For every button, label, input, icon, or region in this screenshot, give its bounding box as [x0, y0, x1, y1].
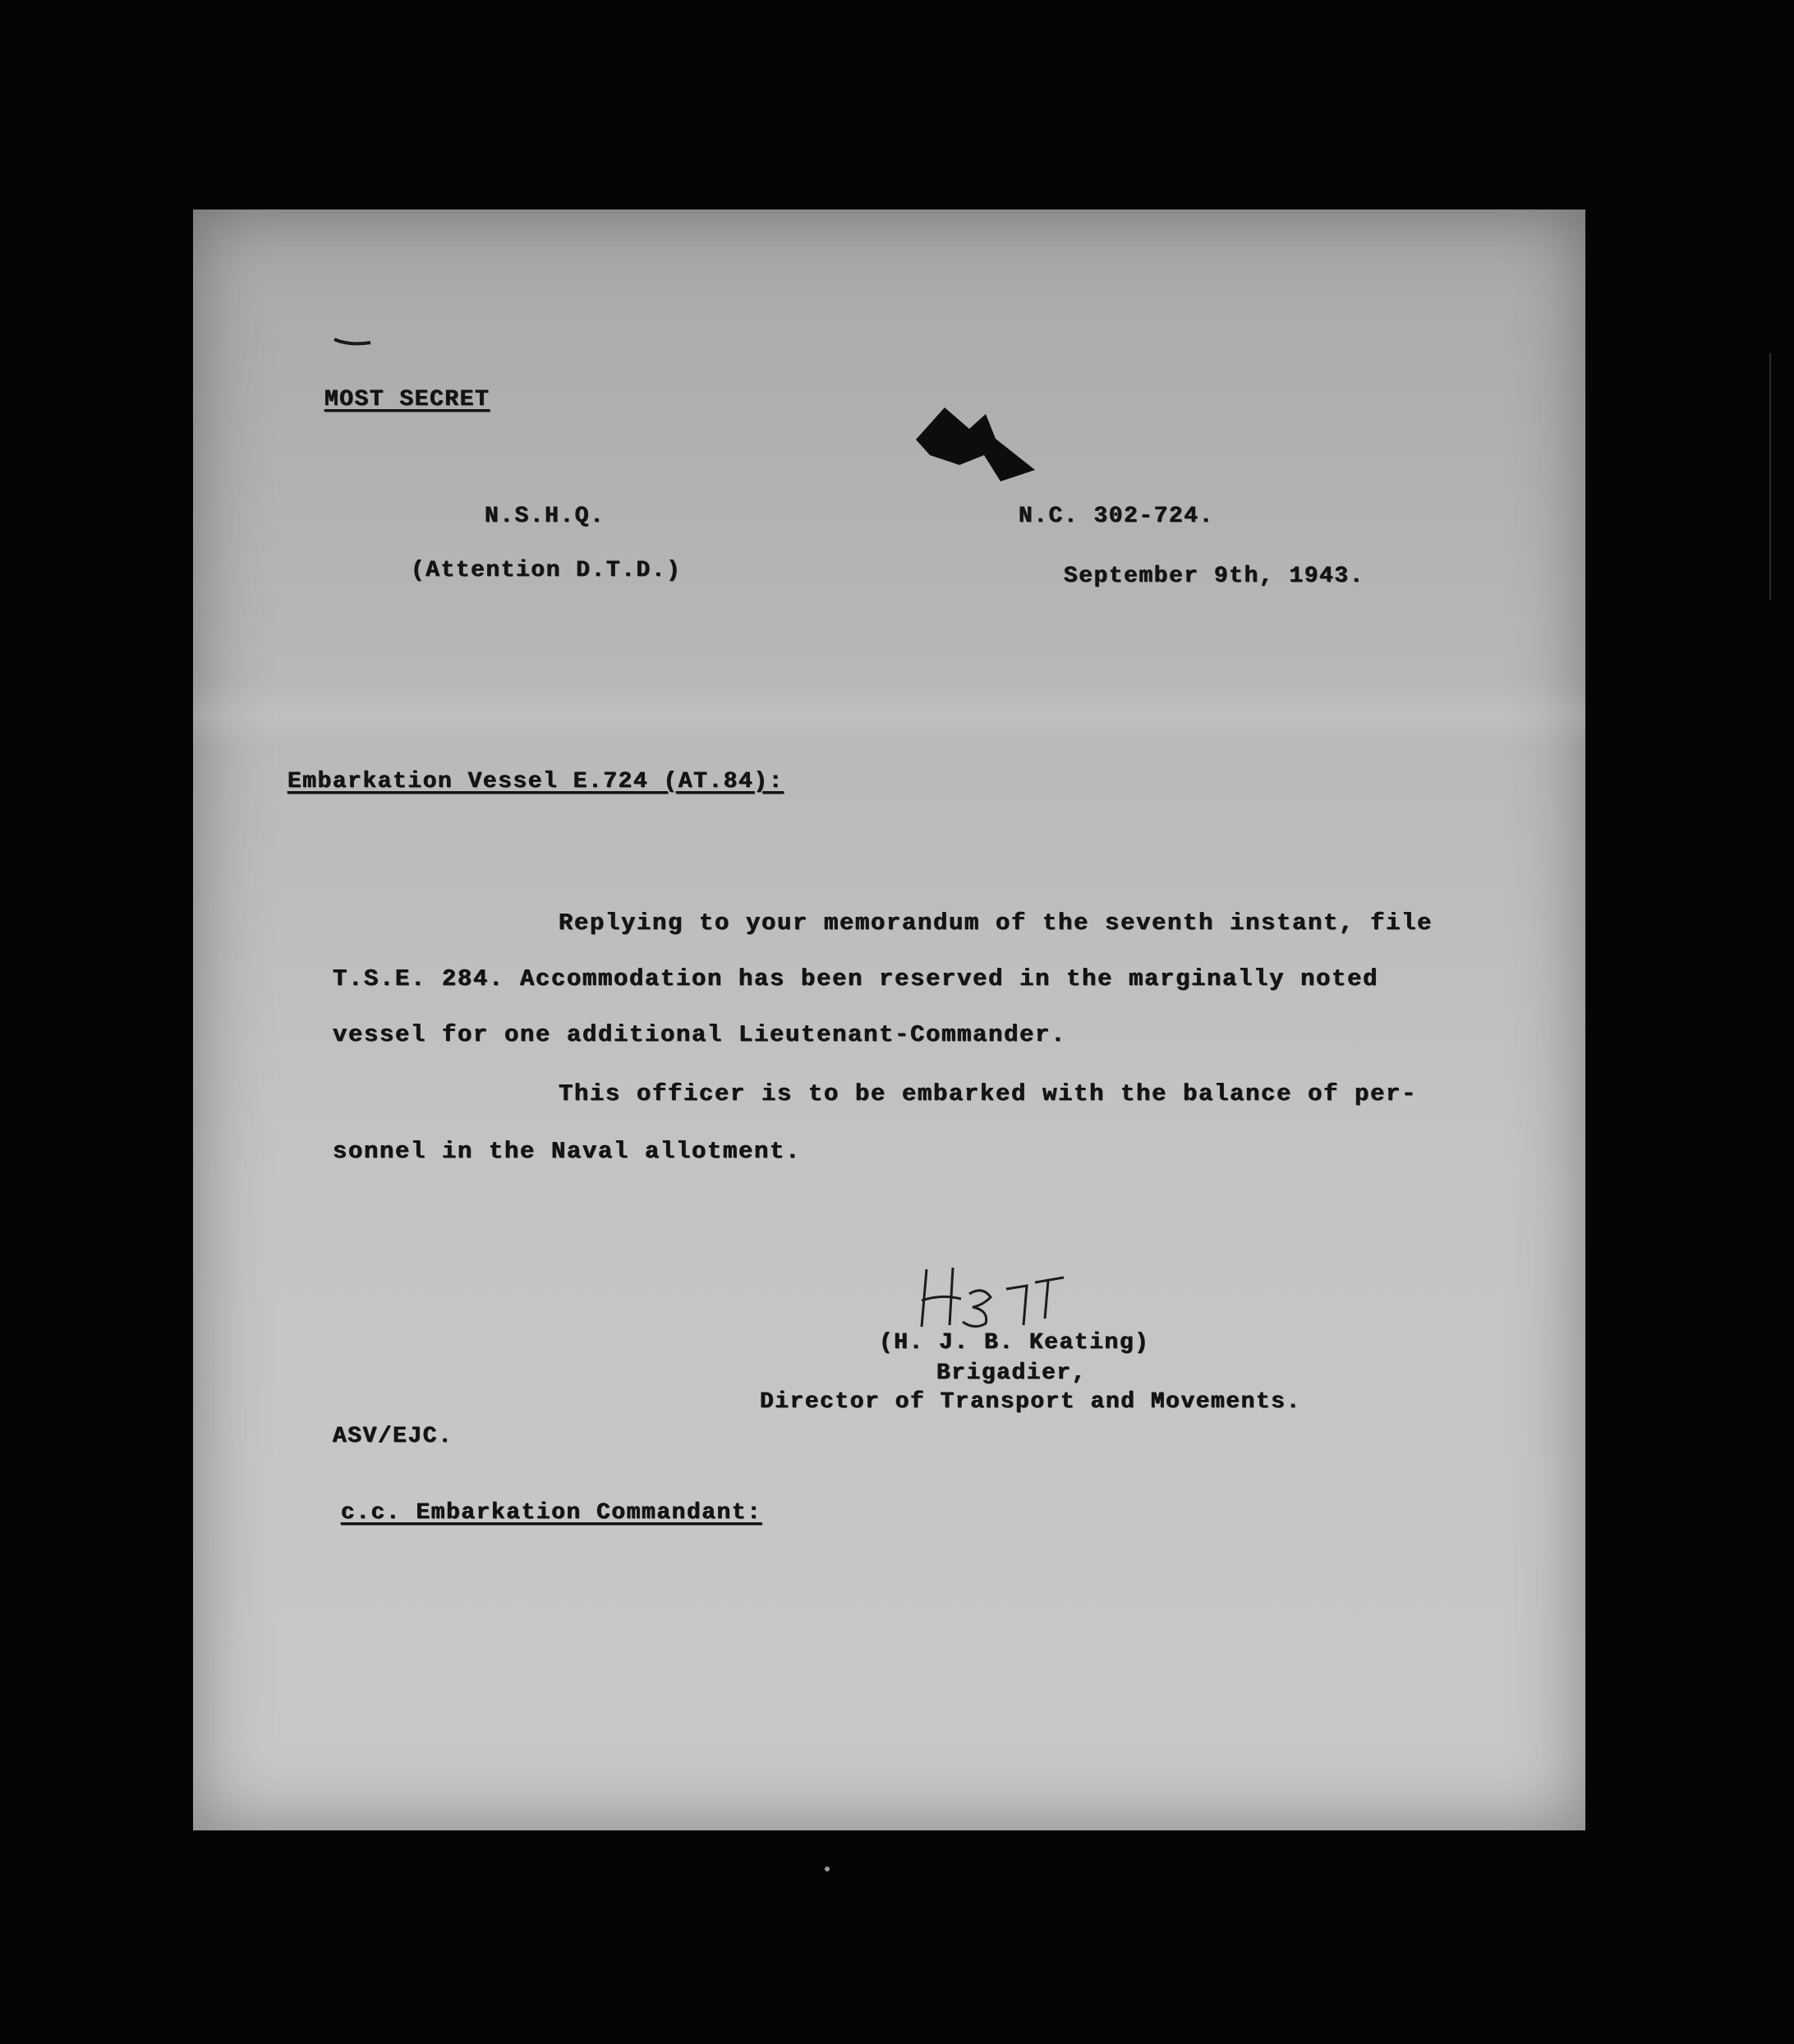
body-line: vessel for one additional Lieutenant-Commander.: [333, 1021, 1067, 1048]
typist-reference: ASV/EJC.: [333, 1424, 453, 1449]
file-number: N.C. 302-724.: [1019, 504, 1214, 529]
letter-date: September 9th, 1943.: [1064, 564, 1365, 589]
pointing-arrow-icon: [912, 403, 1043, 489]
body-line: T.S.E. 284. Accommodation has been reserved in the marginally noted: [333, 965, 1379, 992]
body-line: Replying to your memorandum of the seventh instant, file: [559, 909, 1433, 937]
copy-to-line: c.c. Embarkation Commandant:: [341, 1500, 762, 1526]
signatory-rank: Brigadier,: [936, 1360, 1088, 1386]
addressee-line-1: N.S.H.Q.: [485, 504, 605, 529]
stray-pen-mark-icon: [333, 333, 374, 349]
signatory-title: Director of Transport and Movements.: [760, 1389, 1301, 1415]
scan-scratch-icon: [1766, 353, 1774, 600]
scan-speck-icon: [821, 1863, 833, 1875]
classification-heading: MOST SECRET: [324, 387, 490, 412]
letter-page: [193, 209, 1585, 1830]
paper-fold: [193, 682, 1585, 748]
body-line: sonnel in the Naval allotment.: [333, 1138, 802, 1165]
signatory-name: (H. J. B. Keating): [879, 1330, 1150, 1356]
handwritten-initials-icon: [904, 1261, 1068, 1335]
addressee-line-2: (Attention D.T.D.): [411, 558, 682, 583]
subject-line: Embarkation Vessel E.724 (AT.84):: [288, 769, 784, 794]
body-line: This officer is to be embarked with the balance of per-: [559, 1080, 1418, 1107]
